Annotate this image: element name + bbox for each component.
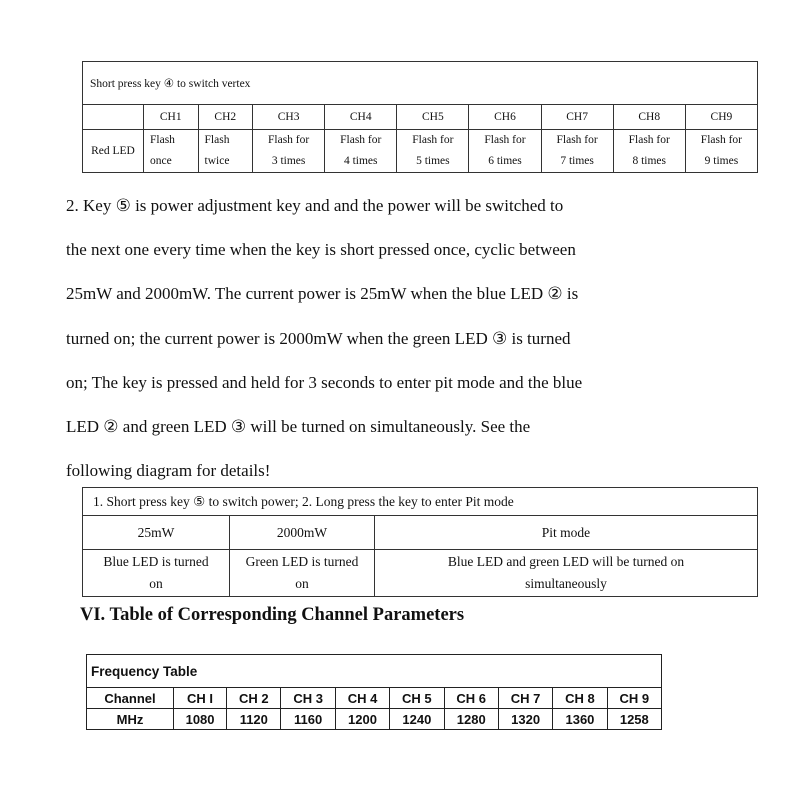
unit-label: MHz (87, 709, 174, 730)
channel-header: CH3 (253, 105, 325, 130)
channel-header: CH 8 (553, 688, 607, 709)
red-led-row (83, 130, 758, 173)
frequency-value: 1258 (607, 709, 661, 730)
power-table (82, 487, 758, 597)
frequency-table (86, 654, 662, 730)
power-description: Blue LED is turned on (83, 550, 230, 597)
paragraph-line: the next one every time when the key is short pressed once, cyclic between (66, 240, 576, 260)
power-key-paragraph (66, 184, 766, 493)
frequency-value: 1320 (498, 709, 552, 730)
power-header-row (83, 516, 758, 550)
paragraph-line: on; The key is pressed and held for 3 seconds to enter pit mode and the blue (66, 372, 583, 392)
channel-header: CH 9 (607, 688, 661, 709)
paragraph-line: following diagram for details! (66, 461, 271, 481)
paragraph-line: LED ② and green LED ③ will be turned on simultaneously. See the (66, 416, 531, 436)
flash-cell: Flash for 9 times (685, 130, 757, 173)
vtx-table-title: Short press key ④ to switch vertex (83, 62, 758, 105)
channel-header: CH6 (469, 105, 541, 130)
empty-header-cell (83, 105, 144, 130)
channel-header: CH 4 (335, 688, 389, 709)
frequency-channel-row (87, 688, 662, 709)
channel-header: CH8 (613, 105, 685, 130)
channel-header: CH 5 (390, 688, 444, 709)
flash-cell: Flash twice (198, 130, 253, 173)
power-description: Blue LED and green LED will be turned on simultaneously (375, 550, 758, 597)
flash-cell: Flash for 6 times (469, 130, 541, 173)
paragraph-line: 25mW and 2000mW. The current power is 25mW when the blue LED ② is (66, 284, 579, 304)
channel-header: CH2 (198, 105, 253, 130)
frequency-table-title: Frequency Table (87, 655, 662, 688)
channel-header: CH 2 (227, 688, 281, 709)
frequency-value: 1200 (335, 709, 389, 730)
channel-header: CH 3 (281, 688, 335, 709)
frequency-value-row (87, 709, 662, 730)
flash-cell: Flash once (144, 130, 199, 173)
channel-header: CH5 (397, 105, 469, 130)
frequency-value: 1160 (281, 709, 335, 730)
frequency-value: 1360 (553, 709, 607, 730)
flash-cell: Flash for 7 times (541, 130, 613, 173)
power-table-title: 1. Short press key ⑤ to switch power; 2. Long press the key to enter Pit mode (83, 488, 758, 516)
frequency-value: 1120 (227, 709, 281, 730)
channel-header: CH4 (325, 105, 397, 130)
flash-cell: Flash for 8 times (613, 130, 685, 173)
flash-cell: Flash for 3 times (253, 130, 325, 173)
frequency-value: 1240 (390, 709, 444, 730)
vtx-switch-table (82, 61, 758, 173)
channel-header: CH 7 (498, 688, 552, 709)
frequency-value: 1080 (174, 709, 227, 730)
section-heading: VI. Table of Corresponding Channel Parameters (80, 605, 465, 625)
channel-header: CH1 (144, 105, 199, 130)
paragraph-line: turned on; the current power is 2000mW when the green LED ③ is turned (66, 328, 571, 348)
paragraph-line: 2. Key ⑤ is power adjustment key and and the power will be switched to (66, 196, 564, 215)
channel-header: CH7 (541, 105, 613, 130)
power-header: 25mW (83, 516, 230, 550)
frequency-value: 1280 (444, 709, 498, 730)
red-led-label: Red LED (83, 130, 144, 173)
vtx-channel-header-row (83, 105, 758, 130)
channel-label: Channel (87, 688, 174, 709)
power-header: Pit mode (375, 516, 758, 550)
power-header: 2000mW (230, 516, 375, 550)
flash-cell: Flash for 5 times (397, 130, 469, 173)
channel-header: CH 6 (444, 688, 498, 709)
power-description-row (83, 550, 758, 597)
channel-header: CH9 (685, 105, 757, 130)
power-description: Green LED is turned on (230, 550, 375, 597)
channel-header: CH I (174, 688, 227, 709)
flash-cell: Flash for 4 times (325, 130, 397, 173)
